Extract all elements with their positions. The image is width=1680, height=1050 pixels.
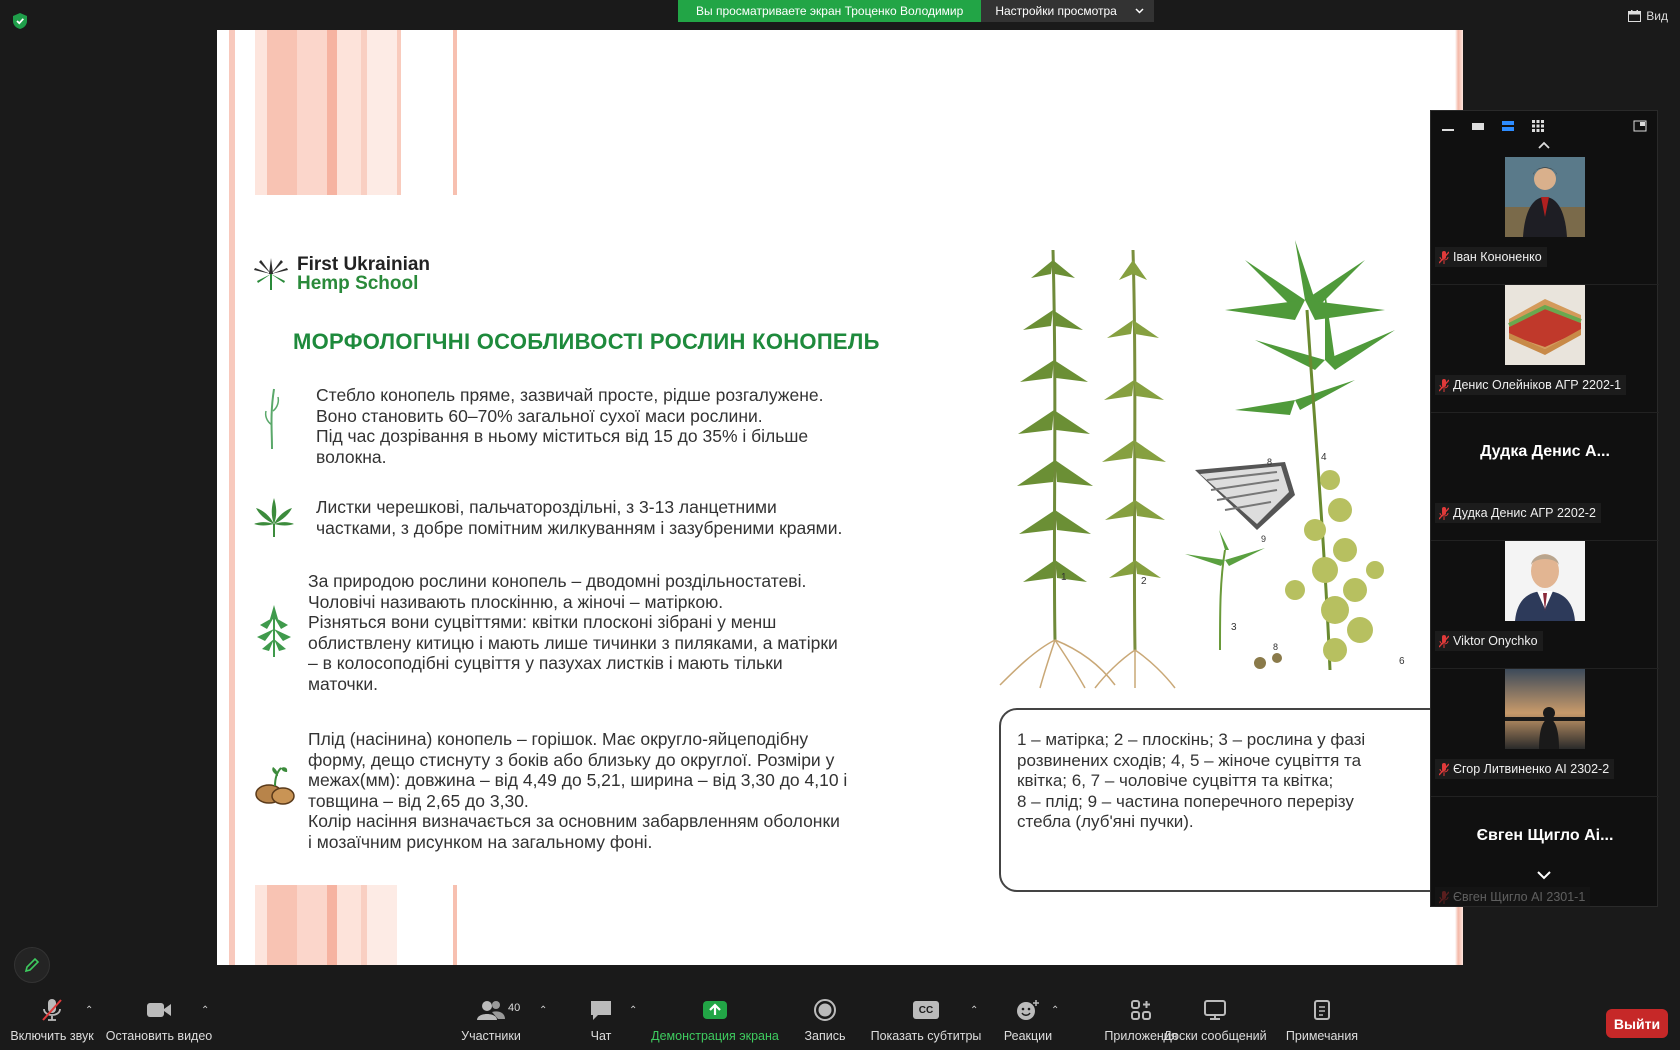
fig-number-9: 9 bbox=[1261, 534, 1267, 544]
participants-icon bbox=[477, 1000, 505, 1020]
paragraph-leaves bbox=[316, 497, 842, 538]
participants-options-caret[interactable]: ⌃ bbox=[539, 1005, 548, 1016]
scroll-up-button[interactable] bbox=[1431, 141, 1657, 157]
participant-name-label bbox=[1435, 759, 1614, 779]
meeting-toolbar bbox=[0, 995, 1680, 1050]
participant-display-name: Дудка Денис А... bbox=[1480, 443, 1610, 460]
svg-text:2: 2 bbox=[1141, 576, 1147, 587]
apps-label: Приложения bbox=[1104, 1029, 1178, 1043]
participants-label: Участники bbox=[461, 1029, 521, 1043]
caption-line-3: квітка; 6, 7 – чоловіче суцвіття та квітка; bbox=[1017, 771, 1334, 790]
caption-line-2: розвинених сходів; 4, 5 – жіноче суцвіття та bbox=[1017, 750, 1362, 770]
unmute-label: Включить звук bbox=[10, 1029, 94, 1043]
participant-name-label bbox=[1435, 631, 1543, 651]
stem-icon bbox=[262, 385, 282, 449]
logo-line1: First Ukrainian bbox=[297, 254, 431, 275]
participant-photo bbox=[1505, 541, 1585, 621]
reactions-options-caret[interactable]: ⌃ bbox=[1051, 1005, 1060, 1016]
participants-gallery-panel bbox=[1430, 110, 1658, 907]
record-icon bbox=[814, 999, 836, 1021]
participant-name-label bbox=[1435, 887, 1590, 907]
video-camera-icon bbox=[146, 1001, 172, 1019]
microphone-muted-icon bbox=[41, 998, 63, 1022]
fruit-line-3: межах(мм): довжина – від 4,49 до 5,21, ширина – від 3,30 до 4,10 і bbox=[308, 770, 848, 790]
stem-line-2: Воно становить 60–70% загальної сухої маси рослини. bbox=[316, 405, 763, 426]
participant-display-name: Євген Щигло Аі... bbox=[1476, 827, 1614, 844]
plant-3-seedling bbox=[1185, 530, 1265, 650]
fig-number-1: 1 bbox=[1061, 572, 1067, 583]
participant-name: Євген Щигло АІ 2301-1 bbox=[1453, 890, 1586, 904]
figure-caption-box bbox=[999, 708, 1463, 892]
participant-photo bbox=[1505, 285, 1585, 365]
caption-line-5: стебла (луб'яні пучки). bbox=[1017, 812, 1194, 831]
fig-number-8: 8 bbox=[1273, 642, 1279, 652]
stem-line-3: Під час дозрівання в ньому міститься від 15 до 35% і більше bbox=[316, 426, 809, 446]
captions-label: Показать субтитры bbox=[870, 1029, 982, 1043]
fig-number-6: 6 bbox=[1399, 656, 1405, 667]
participant-name: Іван Кононенко bbox=[1453, 250, 1542, 264]
stem-line-4: волокна. bbox=[316, 446, 387, 467]
sex-line-1: За природою рослини конопель – дводомні роздільностатеві. bbox=[308, 571, 807, 591]
minimize-icon[interactable] bbox=[1441, 120, 1455, 132]
mic-muted-icon bbox=[1439, 507, 1449, 520]
closed-captions-icon: CC bbox=[913, 1001, 939, 1019]
sex-line-6: маточки. bbox=[308, 673, 378, 694]
fruit-line-2: форму, дещо стиснуту з боків або близьку до округлої. Розміри у bbox=[308, 749, 835, 770]
view-label: Вид bbox=[1646, 9, 1668, 23]
participant-tile[interactable] bbox=[1431, 541, 1659, 669]
paragraph-stem bbox=[316, 385, 823, 467]
stop-video-button[interactable] bbox=[107, 995, 211, 1050]
share-screen-button[interactable] bbox=[651, 995, 779, 1050]
sex-line-4: облиствлену китицю і мають лише тичинки з пиляками, а матірки bbox=[308, 632, 838, 653]
gallery-layout-controls bbox=[1431, 111, 1657, 141]
fruit-line-5: Колір насіння визначається за основним забарвленням оболонки bbox=[308, 811, 840, 831]
participant-tile[interactable] bbox=[1431, 157, 1659, 285]
hemp-botanical-illustration bbox=[995, 230, 1463, 690]
share-screen-label: Демонстрация экрана bbox=[651, 1029, 779, 1043]
svg-text:8: 8 bbox=[1267, 457, 1273, 467]
captions-options-caret[interactable]: ⌃ bbox=[970, 1005, 979, 1016]
bottom-decoration bbox=[255, 885, 455, 965]
participant-tile[interactable] bbox=[1431, 669, 1659, 797]
mic-muted-icon bbox=[1439, 379, 1449, 392]
presentation-slide bbox=[217, 30, 1463, 965]
record-button[interactable] bbox=[801, 995, 849, 1050]
audio-options-caret[interactable]: ⌃ bbox=[85, 1005, 94, 1016]
chevron-up-icon bbox=[1538, 141, 1550, 149]
participant-name-label bbox=[1435, 375, 1626, 395]
stop-video-label: Остановить видео bbox=[105, 1029, 213, 1043]
leaves-line-2: частками, з добре помітним жилкуванням і зазубреними краями. bbox=[316, 517, 843, 538]
sex-line-3: Різняться вони суцвіттями: квітки плосконі зібрані у менш bbox=[308, 612, 777, 632]
speaker-view-icon[interactable] bbox=[1471, 120, 1485, 132]
security-shield-icon[interactable] bbox=[12, 12, 28, 30]
unmute-button[interactable] bbox=[8, 995, 96, 1050]
paragraph-sex bbox=[308, 571, 838, 694]
hemp-plant-icon bbox=[253, 605, 295, 657]
pencil-icon bbox=[24, 957, 40, 973]
mic-muted-icon bbox=[1439, 763, 1449, 776]
leave-button[interactable]: Выйти bbox=[1606, 1009, 1668, 1038]
plant-1-female bbox=[1000, 250, 1115, 688]
notes-button[interactable] bbox=[1285, 995, 1359, 1050]
cannabis-leaf-icon bbox=[253, 496, 295, 538]
seed-sprout-icon bbox=[253, 762, 297, 806]
logo-line2: Hemp School bbox=[297, 273, 419, 294]
school-logo bbox=[251, 254, 430, 294]
participants-count: 40 bbox=[508, 1002, 521, 1014]
participant-tile[interactable] bbox=[1431, 285, 1659, 413]
participant-name: Єгор Литвиненко АІ 2302-2 bbox=[1453, 762, 1610, 776]
scroll-down-button[interactable] bbox=[1537, 867, 1551, 885]
fruit-line-1: Плід (насінина) конопель – горішок. Має округло-яйцеподібну bbox=[308, 729, 809, 749]
sex-line-5: – в колосоподібні суцвіття у пазухах листків і мають тільки bbox=[308, 653, 783, 673]
screen-share-banner bbox=[678, 0, 1154, 22]
gallery-grid-icon[interactable] bbox=[1531, 120, 1545, 132]
caption-line-4: 8 – плід; 9 – частина поперечного перерізу bbox=[1017, 791, 1354, 811]
whiteboards-label: Доски сообщений bbox=[1163, 1029, 1267, 1043]
chevron-down-icon bbox=[1135, 8, 1144, 14]
pop-out-icon[interactable] bbox=[1633, 120, 1647, 132]
video-options-caret[interactable]: ⌃ bbox=[201, 1005, 210, 1016]
top-decoration bbox=[255, 30, 455, 195]
reactions-button[interactable] bbox=[1003, 995, 1053, 1050]
seeds bbox=[1254, 642, 1282, 669]
captions-button[interactable] bbox=[871, 995, 981, 1050]
fruit-line-4: товщина – від 2,65 до 3,30. bbox=[308, 790, 529, 811]
caption-line-1: 1 – матірка; 2 – плоскінь; 3 – рослина у фазі bbox=[1017, 730, 1366, 749]
view-options-dropdown[interactable] bbox=[981, 0, 1154, 22]
view-options-label: Настройки просмотра bbox=[995, 4, 1117, 18]
participant-name: Дудка Денис АГР 2202-2 bbox=[1453, 506, 1596, 520]
share-screen-icon bbox=[702, 1000, 728, 1020]
smiley-reaction-icon bbox=[1016, 999, 1040, 1021]
fig-number-4: 4 bbox=[1321, 452, 1327, 463]
chat-button[interactable] bbox=[585, 995, 617, 1050]
annotate-button[interactable] bbox=[14, 947, 50, 983]
chat-label: Чат bbox=[590, 1029, 612, 1043]
notes-icon bbox=[1313, 999, 1331, 1021]
sex-line-2: Чоловічі називають плоскінню, а жіночі – матіркою. bbox=[308, 591, 724, 612]
stem-cross-section bbox=[1195, 457, 1295, 544]
paragraph-fruit bbox=[308, 729, 847, 852]
apps-icon bbox=[1130, 999, 1152, 1021]
chat-bubble-icon bbox=[589, 999, 613, 1021]
leaves-line-1: Листки черешкові, пальчатороздільні, з 3-13 ланцетними bbox=[316, 497, 777, 517]
participant-tile[interactable] bbox=[1431, 797, 1659, 907]
left-border-stripe bbox=[229, 30, 235, 965]
mic-muted-icon bbox=[1439, 251, 1449, 264]
participant-name-label bbox=[1435, 247, 1547, 267]
fig-number-3: 3 bbox=[1231, 622, 1237, 633]
participant-name: Viktor Onychko bbox=[1453, 634, 1538, 648]
slide-title: МОРФОЛОГІЧНІ ОСОБЛИВОСТІ РОСЛИН КОНОПЕЛЬ bbox=[293, 329, 880, 354]
plant-2-male bbox=[1095, 250, 1175, 688]
whiteboards-button[interactable] bbox=[1163, 995, 1267, 1050]
participant-photo bbox=[1505, 157, 1585, 237]
reactions-label: Реакции bbox=[1003, 1029, 1053, 1043]
record-label: Запись bbox=[804, 1029, 846, 1043]
whiteboard-icon bbox=[1204, 1000, 1226, 1020]
stem-line-1: Стебло конопель пряме, зазвичай просте, рідше розгалужене. bbox=[316, 385, 824, 405]
calendar-grid-icon bbox=[1628, 10, 1641, 22]
mic-muted-icon bbox=[1439, 635, 1449, 648]
chevron-down-icon bbox=[1537, 871, 1551, 880]
notes-label: Примечания bbox=[1285, 1029, 1359, 1043]
plant-4-female-inflorescence bbox=[1225, 240, 1395, 670]
strip-view-icon[interactable] bbox=[1501, 120, 1515, 132]
mic-muted-icon bbox=[1439, 891, 1449, 904]
view-button[interactable] bbox=[1628, 9, 1668, 23]
participant-tile[interactable] bbox=[1431, 413, 1659, 541]
participant-photo bbox=[1505, 669, 1585, 749]
shared-screen bbox=[217, 30, 1463, 965]
chat-options-caret[interactable]: ⌃ bbox=[629, 1005, 638, 1016]
plant-6-male-inflorescence bbox=[1285, 470, 1384, 662]
participant-name: Денис Олейніков АГР 2202-1 bbox=[1453, 378, 1622, 392]
hemp-leaf-logo-icon bbox=[251, 254, 291, 294]
viewing-screen-label: Вы просматриваете экран Троценко Володимир bbox=[678, 0, 981, 22]
participant-name-label bbox=[1435, 503, 1601, 523]
fruit-line-6: і мозаїчним рисунком на загальному фоні. bbox=[308, 831, 653, 852]
